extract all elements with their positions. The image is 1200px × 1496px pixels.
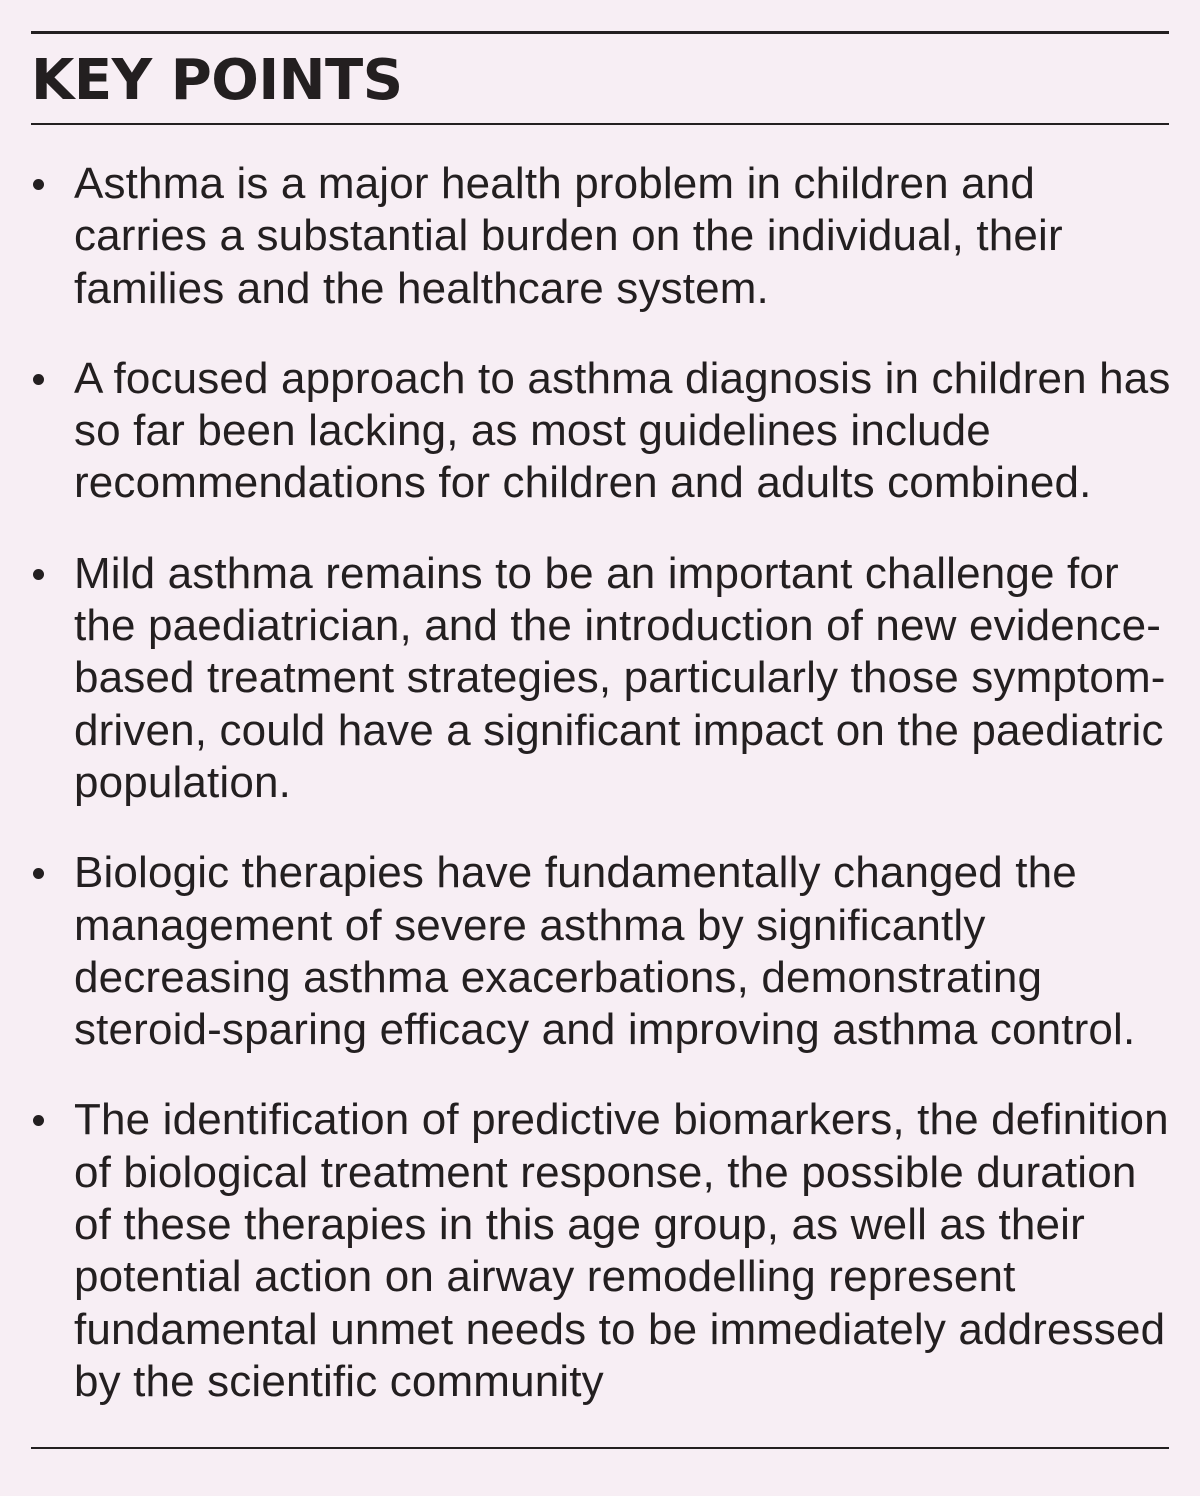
key-point-text: Biologic therapies have fundamentally changed the management of severe asthma by significantly decreasing asthma exacerbations, demonstrating steroid-sparing efficacy and improving asthma control. (74, 848, 1136, 1055)
key-point-item (31, 847, 1171, 1056)
bullet-icon (33, 868, 44, 879)
bullet-icon (33, 569, 44, 580)
heading-divider (31, 123, 1169, 125)
key-point-item (31, 1094, 1171, 1408)
key-point-item (31, 353, 1171, 510)
key-point-item (31, 158, 1171, 315)
bullet-icon (33, 179, 44, 190)
bullet-icon (33, 374, 44, 385)
bottom-rule (31, 1447, 1169, 1449)
key-point-text: Asthma is a major health problem in children and carries a substantial burden on the individual, their families and the healthcare system. (74, 159, 1063, 313)
bullet-icon (33, 1115, 44, 1126)
key-points-list (31, 158, 1171, 1446)
key-points-heading: KEY POINTS (31, 48, 403, 113)
key-point-text: Mild asthma remains to be an important challenge for the paediatrician, and the introduction of new evidence-based treatment strategies, particularly those symptom-driven, could have a significant impact on the paediatric population. (74, 548, 1166, 807)
top-rule (31, 31, 1169, 34)
key-point-item (31, 548, 1171, 809)
key-point-text: The identification of predictive biomarkers, the definition of biological treatment response, the possible duration of these therapies in this age group, as well as their potential action on airway remodelling represent fundamental unmet needs to be immediately addressed by the scientific community (74, 1095, 1169, 1406)
key-point-text: A focused approach to asthma diagnosis in children has so far been lacking, as most guidelines include recommendations for children and adults combined. (74, 353, 1171, 508)
